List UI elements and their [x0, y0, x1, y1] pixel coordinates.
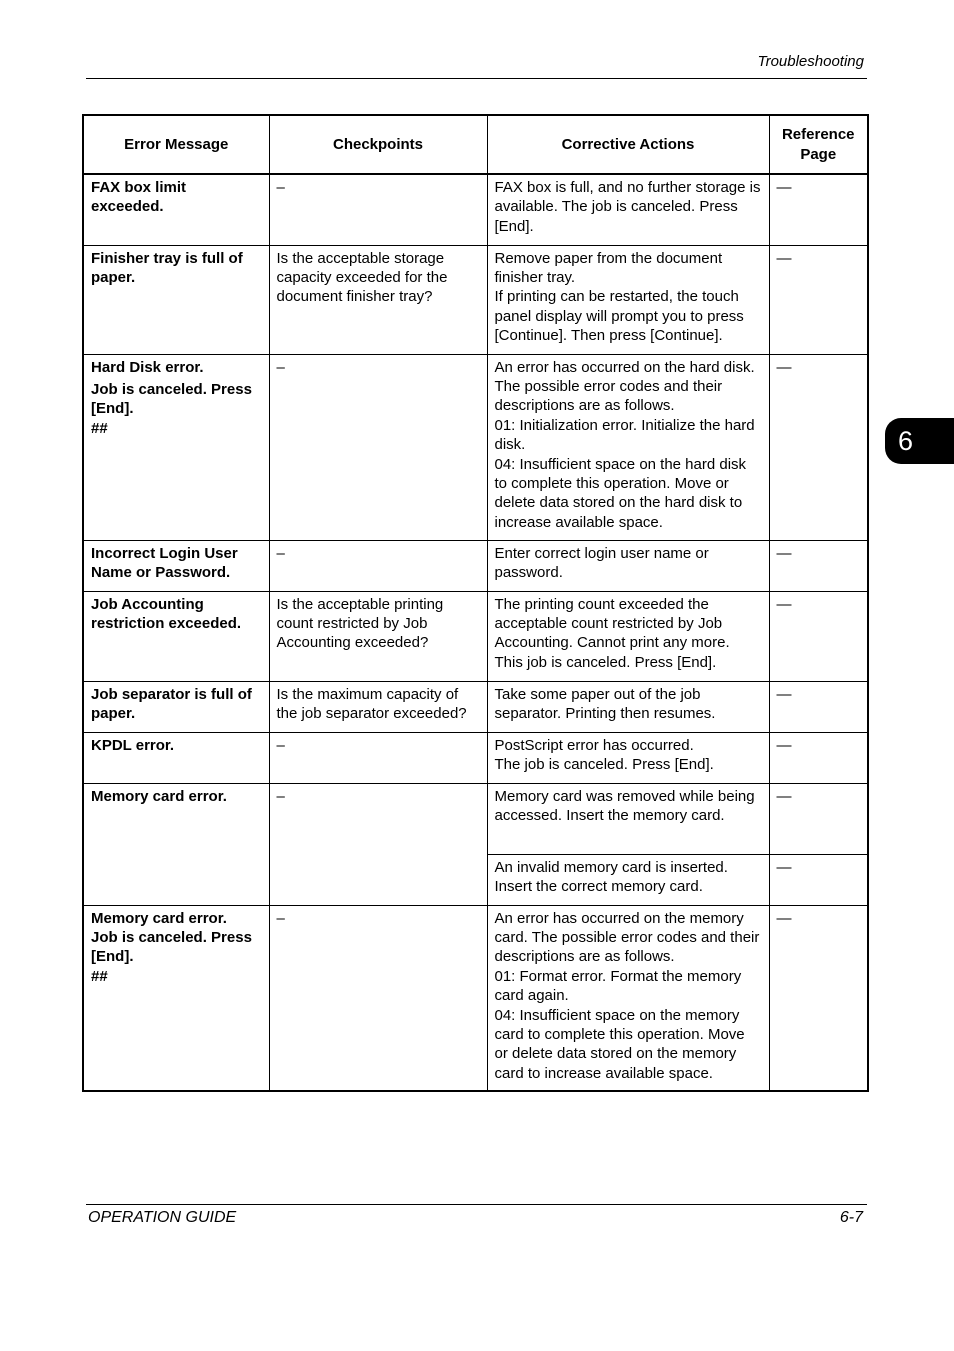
reference-page-text: —: [776, 787, 792, 805]
checkpoint-text: Is the acceptable printing count restricted by Job Accounting exceeded?: [276, 595, 444, 652]
chapter-tab: 6: [885, 418, 954, 464]
reference-page-cell: [769, 354, 868, 540]
error-message-cell: [83, 540, 269, 591]
error-message-cell: [83, 732, 269, 783]
table-row: [83, 905, 868, 1091]
corrective-action-cell: [487, 854, 769, 905]
reference-page-cell: [769, 905, 868, 1091]
reference-page-cell: [769, 174, 868, 245]
table-row: [83, 732, 868, 783]
reference-page-text: —: [776, 358, 792, 376]
reference-page-cell: [769, 732, 868, 783]
error-message: Hard Disk error.: [91, 358, 204, 376]
reference-page-text: —: [776, 544, 792, 562]
error-message-cell: [83, 783, 269, 905]
page-number: 6-7: [839, 1209, 863, 1226]
corrective-action-cell: [487, 783, 769, 854]
column-header-reference-page: Reference Page: [769, 115, 868, 174]
corrective-action-text: Enter correct login user name or password.: [494, 544, 709, 581]
reference-page-cell: [769, 783, 868, 854]
reference-page-text: —: [776, 909, 792, 927]
column-header-checkpoints: Checkpoints: [269, 115, 487, 174]
corrective-action-cell: [487, 732, 769, 783]
header-rule: [86, 78, 867, 79]
reference-page-text: —: [776, 595, 792, 613]
error-message: Memory card error.: [91, 909, 227, 927]
reference-page-cell: [769, 854, 868, 905]
error-message-detail: Job is canceled. Press [End].: [91, 380, 252, 418]
error-message: FAX box limit exceeded.: [91, 179, 187, 216]
reference-page-cell: [769, 591, 868, 681]
reference-page-text: —: [776, 685, 792, 703]
error-message: Finisher tray is full of paper.: [91, 249, 243, 286]
reference-page-text: —: [776, 249, 792, 267]
checkpoint-text: –: [276, 787, 285, 805]
corrective-action-cell: [487, 905, 769, 1091]
error-code-placeholder: ##: [91, 419, 108, 437]
error-message-cell: [83, 591, 269, 681]
reference-page-cell: [769, 681, 868, 732]
error-message: Incorrect Login User Name or Password.: [91, 544, 238, 581]
table-row: [83, 783, 868, 854]
table-row: [83, 174, 868, 245]
corrective-action-text: An invalid memory card is inserted. Insert the correct memory card.: [494, 858, 728, 895]
corrective-action-cell: [487, 540, 769, 591]
corrective-action-cell: [487, 591, 769, 681]
corrective-action-cell: [487, 681, 769, 732]
checkpoint-cell: [269, 905, 487, 1091]
corrective-action-text: FAX box is full, and no further storage is available. The job is canceled. Press [End].: [494, 179, 761, 235]
corrective-action-text: Take some paper out of the job separator. Printing then resumes.: [494, 685, 716, 722]
checkpoint-cell: [269, 783, 487, 905]
reference-page-text: —: [776, 736, 792, 754]
column-header-corrective-actions: Corrective Actions: [487, 115, 769, 174]
error-message: Memory card error.: [91, 787, 227, 805]
running-header: Troubleshooting: [757, 53, 864, 70]
corrective-action-text: PostScript error has occurred. The job is canceled. Press [End].: [494, 736, 714, 773]
reference-page-cell: [769, 245, 868, 354]
checkpoint-text: Is the acceptable storage capacity exceeded for the document finisher tray?: [276, 249, 448, 306]
corrective-action-text: The printing count exceeded the acceptable count restricted by Job Accounting. Cannot print any more. This job is canceled. Press [End].: [494, 595, 730, 671]
error-message-cell: [83, 681, 269, 732]
checkpoint-text: –: [276, 179, 285, 196]
table-row: [83, 591, 868, 681]
column-header-error-message: Error Message: [83, 115, 269, 174]
checkpoint-cell: [269, 732, 487, 783]
footer-guide-title: OPERATION GUIDE: [88, 1209, 237, 1226]
error-message-cell: [83, 174, 269, 245]
error-message: Job Accounting restriction exceeded.: [91, 595, 242, 632]
reference-page-text: —: [776, 179, 792, 196]
checkpoint-cell: [269, 354, 487, 540]
corrective-action-text: Remove paper from the document finisher tray. If printing can be restarted, the touch panel display will prompt you to press [Continue]. Then press [Continue].: [494, 249, 744, 345]
error-message: Job separator is full of paper.: [91, 685, 252, 722]
table-header-row: [83, 115, 868, 174]
error-message-cell: [83, 905, 269, 1091]
table-row: [83, 245, 868, 354]
corrective-action-text: An error has occurred on the memory card. The possible error codes and their descriptions are as follows. 01: Format error. Format the memory card again. 04: Insufficient space on the memory card to complete this operation. Move or delete data stored on the memory card to increase available space.: [494, 909, 760, 1082]
checkpoint-text: –: [276, 736, 285, 754]
checkpoint-cell: [269, 540, 487, 591]
corrective-action-cell: [487, 245, 769, 354]
corrective-action-cell: [487, 174, 769, 245]
checkpoint-text: –: [276, 358, 285, 376]
table-row: [83, 354, 868, 540]
checkpoint-cell: [269, 591, 487, 681]
checkpoint-text: Is the maximum capacity of the job separator exceeded?: [276, 685, 467, 722]
reference-page-cell: [769, 540, 868, 591]
corrective-action-text: An error has occurred on the hard disk. The possible error codes and their descriptions are as follows. 01: Initialization error. Initialize the hard disk. 04: Insufficient space on the hard disk to complete this operation. Move or delete data stored on the hard disk to increase available space.: [494, 358, 755, 531]
corrective-action-text: Memory card was removed while being accessed. Insert the memory card.: [494, 787, 755, 824]
error-code-placeholder: ##: [91, 967, 108, 985]
checkpoint-cell: [269, 174, 487, 245]
reference-page-text: —: [776, 858, 792, 876]
table-row: [83, 681, 868, 732]
error-message-cell: [83, 354, 269, 540]
error-message-cell: [83, 245, 269, 354]
checkpoint-cell: [269, 681, 487, 732]
checkpoint-text: –: [276, 909, 285, 927]
error-message: KPDL error.: [91, 736, 175, 754]
checkpoint-cell: [269, 245, 487, 354]
error-message-table: [82, 114, 869, 1092]
error-message-detail: Job is canceled. Press [End].: [91, 928, 252, 966]
checkpoint-text: –: [276, 544, 285, 562]
footer-rule: [86, 1204, 867, 1205]
table-row: [83, 540, 868, 591]
corrective-action-cell: [487, 354, 769, 540]
